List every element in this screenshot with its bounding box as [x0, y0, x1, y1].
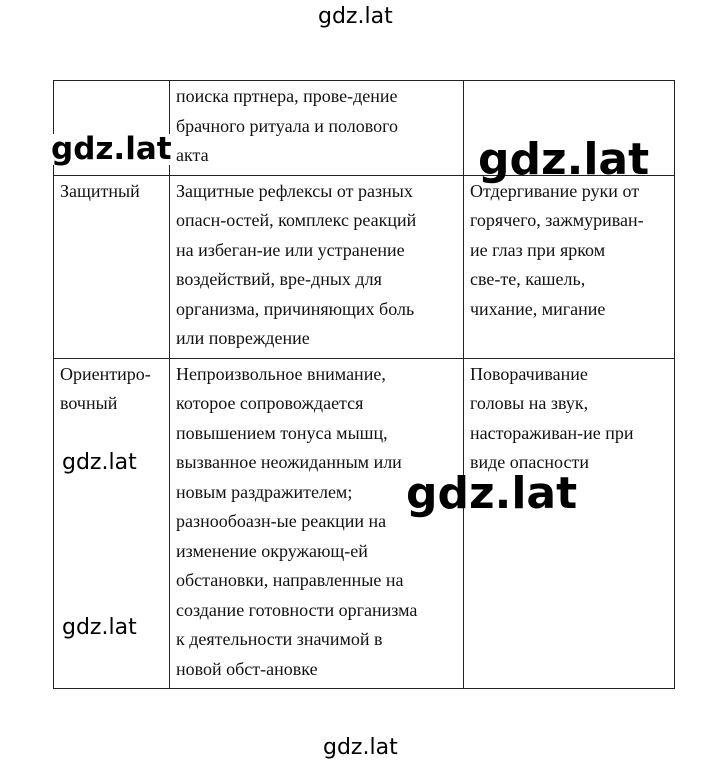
table-cell-description [170, 81, 464, 176]
cell-text: Защитные рефлексы от разных опасн-остей, комплекс реакций на избеган-ие или устранение воздействий, вре-дных для организма, причиняющих боль или повреждение [176, 180, 417, 348]
table-cell-description [170, 175, 464, 358]
table-cell-examples [464, 175, 675, 358]
cell-text: Защитный [60, 180, 140, 201]
watermark-left-2: gdz.lat [62, 615, 137, 640]
table-cell-examples [464, 358, 675, 689]
cell-text: поиска пртнера, прове-дение брачного ритуала и полового акта [176, 86, 399, 165]
table-row [54, 358, 675, 689]
watermark-left-1: gdz.lat [62, 450, 137, 475]
cell-text: Непроизвольное внимание, которое сопровождается повышением тонуса мышц, вызванное неожиданным или новым раздражителем; разнообоазн-ые реакции на изменение окружающ-ей обстановки, направленные на создание готовности организма к деятельности значимой в новой обст-ановке [176, 363, 418, 679]
cell-text: Отдергивание руки от горячего, зажмуриван- ие глаз при ярком све-те, кашель, чихание, мигание [470, 180, 644, 319]
table-cell-type [54, 175, 170, 358]
watermark-row1-right: gdz.lat [478, 134, 650, 185]
watermark-bottom: gdz.lat [323, 735, 398, 760]
cell-text: Поворачивание головы на звук, настораживан-ие при виде опасности [470, 363, 634, 472]
table-cell-description [170, 358, 464, 689]
watermark-top: gdz.lat [318, 4, 393, 29]
cell-text: Ориентиро- вочный [60, 363, 151, 413]
watermark-row1-left: gdz.lat [51, 131, 172, 167]
watermark-middle: gdz.lat [406, 468, 578, 519]
table-row [54, 175, 675, 358]
